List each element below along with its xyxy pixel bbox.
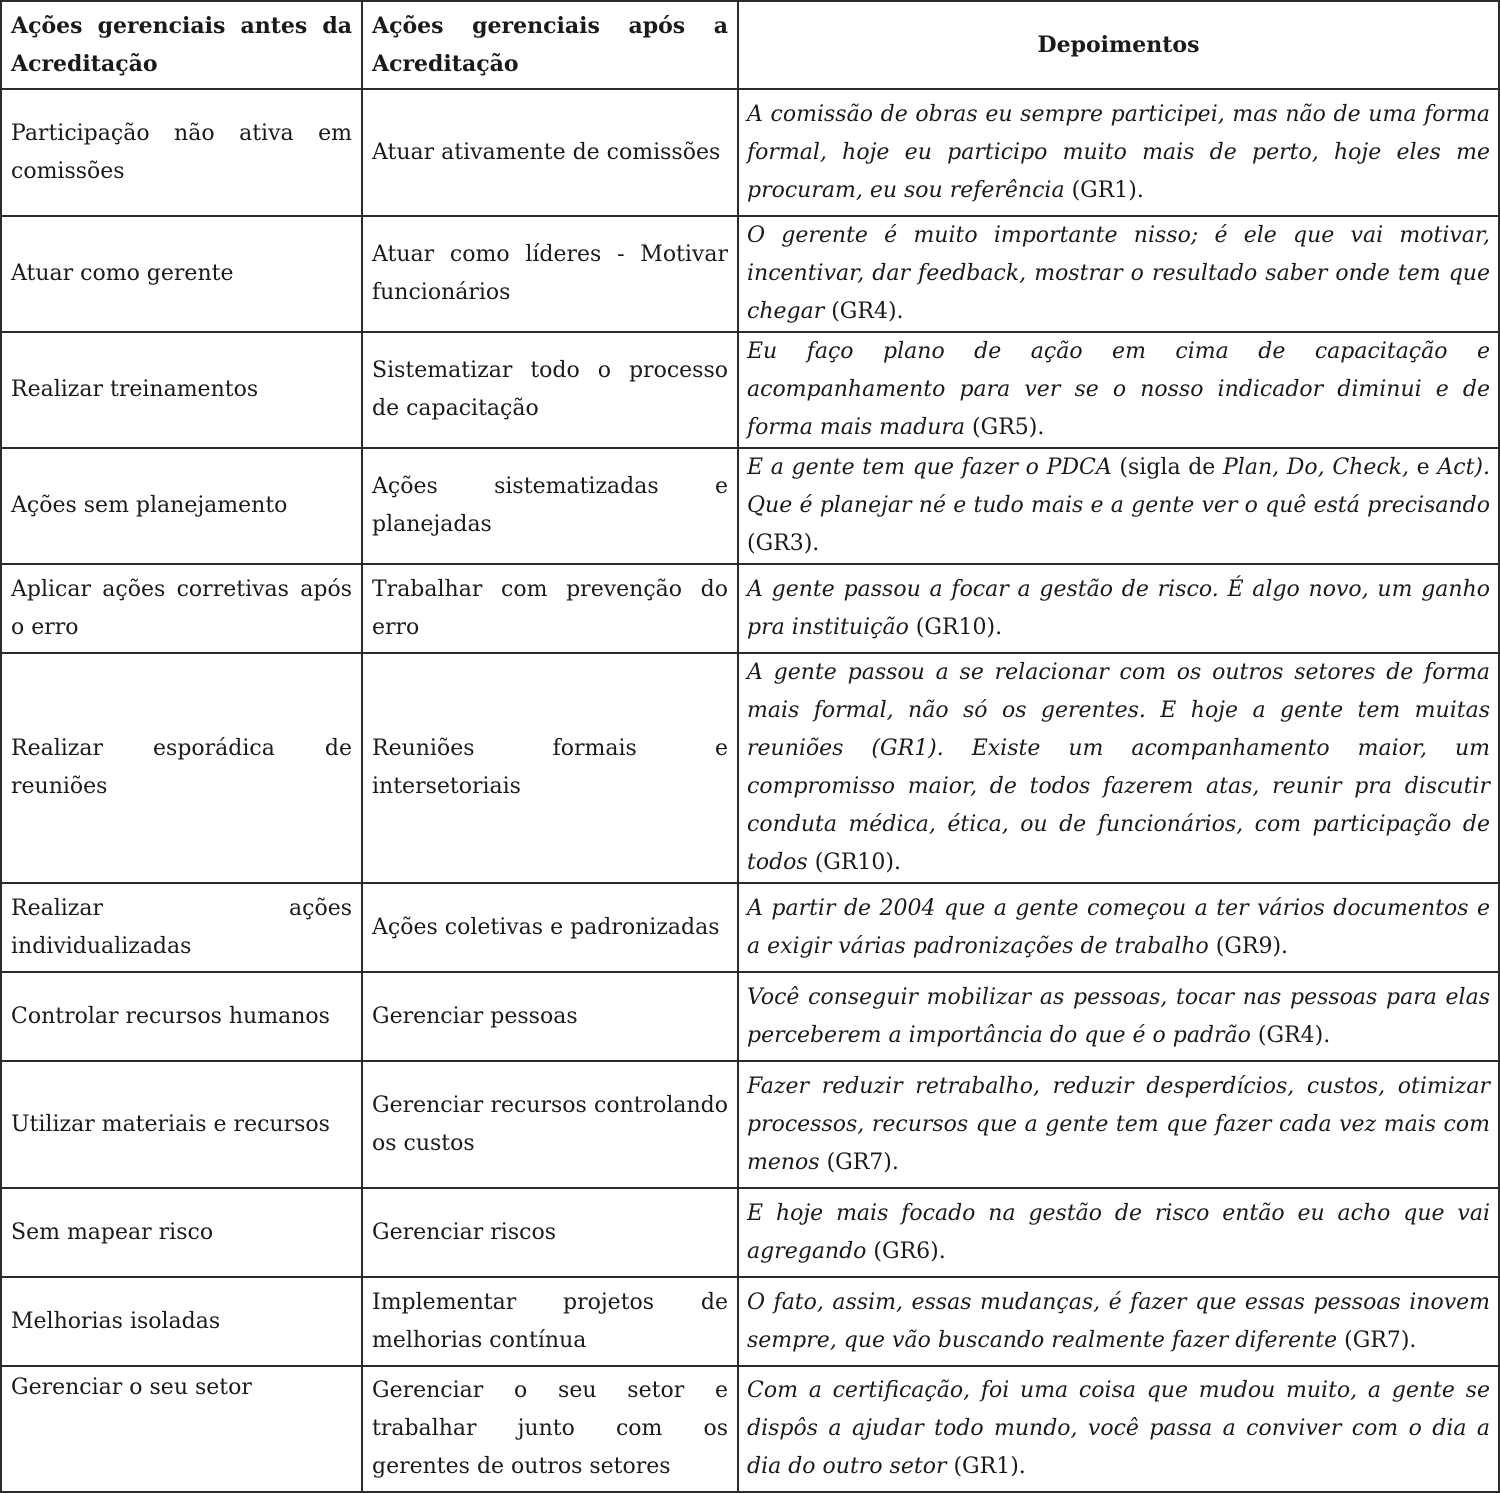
quote-text: Plan, Do, Check, — [1223, 455, 1409, 480]
table-row — [1, 89, 1499, 216]
cell-quote — [738, 1277, 1499, 1366]
cell-before: Ações sem planejamento — [1, 448, 362, 564]
quote-text: E a gente tem que fazer o PDCA — [747, 455, 1112, 480]
cell-before: Gerenciar o seu setor — [1, 1366, 362, 1492]
table-row — [1, 1277, 1499, 1366]
cell-before: Realizar ações individualizadas — [1, 883, 362, 972]
cell-quote — [738, 653, 1499, 883]
cell-after: Atuar como líderes - Motivar funcionários — [362, 216, 738, 332]
header-before: Ações gerenciais antes da Acreditação — [1, 1, 362, 89]
cell-quote — [738, 883, 1499, 972]
cell-quote — [738, 89, 1499, 216]
table-row — [1, 1061, 1499, 1188]
table-row — [1, 883, 1499, 972]
cell-quote — [738, 564, 1499, 653]
quote-source: (GR1). — [946, 1454, 1026, 1479]
quote-source: (GR6). — [866, 1238, 946, 1264]
quote-source: (GR4). — [1250, 1022, 1331, 1048]
quote-source: (GR7). — [819, 1149, 899, 1175]
cell-after: Atuar ativamente de comissões — [362, 89, 738, 216]
cell-quote — [738, 448, 1499, 564]
quote-aside: (sigla de — [1111, 455, 1223, 480]
cell-quote — [738, 972, 1499, 1061]
cell-before: Realizar treinamentos — [1, 332, 362, 448]
cell-quote — [738, 216, 1499, 332]
table-row — [1, 448, 1499, 564]
cell-before: Melhorias isoladas — [1, 1277, 362, 1366]
quote-source: (GR1). — [1064, 177, 1144, 203]
table-row — [1, 972, 1499, 1061]
cell-after: Ações sistematizadas e planejadas — [362, 448, 738, 564]
quote-text: O fato, assim, essas mudanças, é fazer que essas pessoas inovem sempre, que vão buscando realmente fazer diferente — [747, 1289, 1490, 1353]
cell-after: Reuniões formais e intersetoriais — [362, 653, 738, 883]
cell-after: Ações coletivas e padronizadas — [362, 883, 738, 972]
table-row — [1, 1188, 1499, 1277]
table-row — [1, 653, 1499, 883]
quote-text: A partir de 2004 que a gente começou a ter vários documentos e a exigir várias padronizações de trabalho — [747, 895, 1490, 959]
table-row — [1, 564, 1499, 653]
cell-after: Gerenciar recursos controlando os custos — [362, 1061, 738, 1188]
quote-source: (GR4). — [824, 299, 904, 324]
quote-source: (GR5). — [965, 415, 1045, 440]
cell-after: Gerenciar riscos — [362, 1188, 738, 1277]
quote-text: A gente passou a se relacionar com os outros setores de forma mais formal, não só os gerentes. E hoje a gente tem muitas reuniões (GR1). Existe um acompanhamento maior, um compromisso maior, de todos fazerem atas, reunir pra discutir conduta médica, ética, ou de funcionários, com participação de todos — [747, 660, 1490, 875]
quote-source: (GR10). — [807, 850, 902, 875]
quote-source: (GR10). — [908, 614, 1003, 640]
quote-text: Eu faço plano de ação em cima de capacitação e acompanhamento para ver se o nosso indicador diminui e de forma mais madura — [747, 339, 1490, 440]
quote-text: Você conseguir mobilizar as pessoas, tocar nas pessoas para elas perceberem a importância do que é o padrão — [747, 984, 1490, 1048]
cell-after: Trabalhar com prevenção do erro — [362, 564, 738, 653]
quote-source: (GR3). — [747, 531, 820, 556]
cell-quote — [738, 1188, 1499, 1277]
cell-before: Participação não ativa em comissões — [1, 89, 362, 216]
cell-before: Aplicar ações corretivas após o erro — [1, 564, 362, 653]
quote-text: O gerente é muito importante nisso; é ele que vai motivar, incentivar, dar feedback, mostrar o resultado saber onde tem que chegar — [747, 223, 1490, 324]
cell-before: Utilizar materiais e recursos — [1, 1061, 362, 1188]
cell-before: Sem mapear risco — [1, 1188, 362, 1277]
quote-text: Act). Que é planejar né e tudo mais e a gente ver o quê está precisando — [747, 455, 1490, 518]
header-testimonials: Depoimentos — [738, 1, 1499, 89]
quote-text: E hoje mais focado na gestão de risco então eu acho que vai agregando — [747, 1200, 1490, 1264]
cell-quote — [738, 332, 1499, 448]
cell-after: Gerenciar o seu setor e trabalhar junto com os gerentes de outros setores — [362, 1366, 738, 1492]
quote-aside: e — [1409, 455, 1438, 480]
quote-source: (GR7). — [1337, 1327, 1417, 1353]
cell-before: Atuar como gerente — [1, 216, 362, 332]
cell-after: Implementar projetos de melhorias contínua — [362, 1277, 738, 1366]
table-row — [1, 332, 1499, 448]
quote-text: Com a certificação, foi uma coisa que mudou muito, a gente se dispôs a ajudar todo mundo, você passa a conviver com o dia a dia do outro setor — [747, 1378, 1490, 1479]
quote-text: A gente passou a focar a gestão de risco. É algo novo, um ganho pra instituição — [747, 576, 1490, 640]
cell-after: Sistematizar todo o processo de capacitação — [362, 332, 738, 448]
table-header-row — [1, 1, 1499, 89]
quote-text: Fazer reduzir retrabalho, reduzir desperdícios, custos, otimizar processos, recursos que a gente tem que fazer cada vez mais com menos — [747, 1073, 1490, 1175]
cell-after: Gerenciar pessoas — [362, 972, 738, 1061]
cell-before: Realizar esporádica de reuniões — [1, 653, 362, 883]
quote-source: (GR9). — [1208, 933, 1289, 959]
quote-text: A comissão de obras eu sempre participei, mas não de uma forma formal, hoje eu participo muito mais de perto, hoje eles me procuram, eu sou referência — [747, 101, 1490, 203]
header-after: Ações gerenciais após a Acreditação — [362, 1, 738, 89]
table-row — [1, 216, 1499, 332]
cell-before: Controlar recursos humanos — [1, 972, 362, 1061]
cell-quote — [738, 1061, 1499, 1188]
